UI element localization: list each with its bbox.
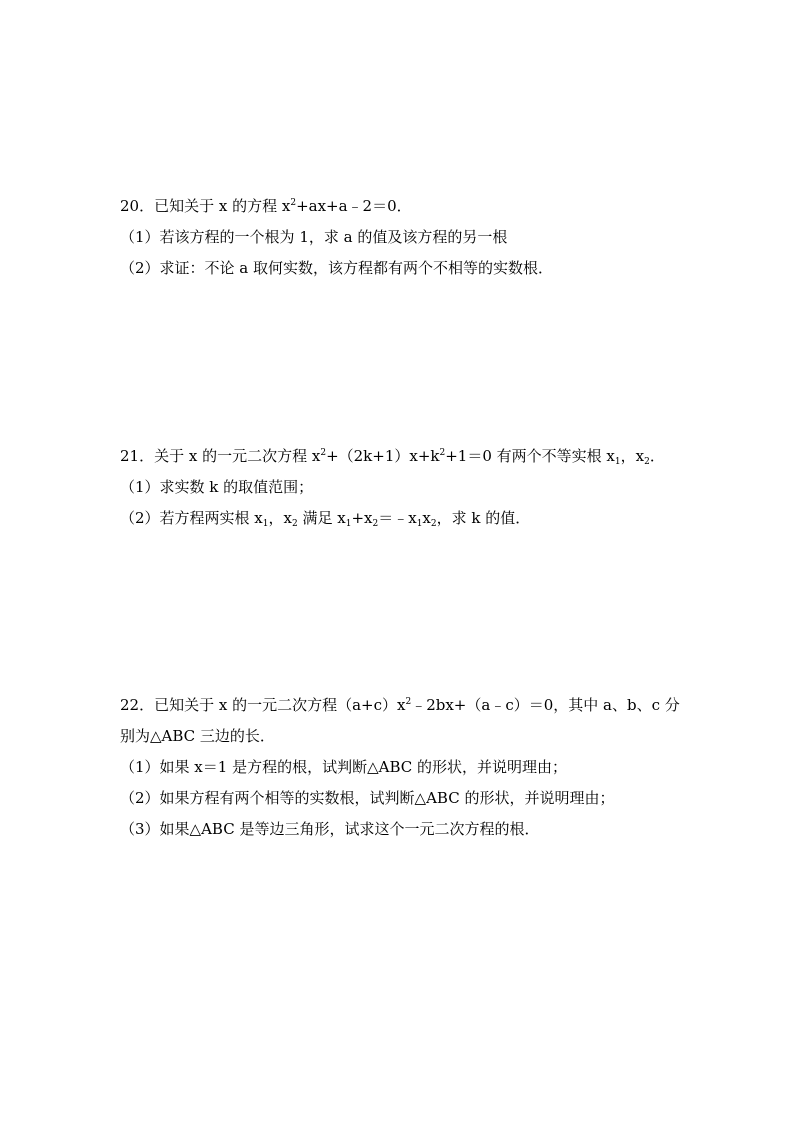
problem-22-number: 22． — [120, 696, 155, 714]
problem-20-stem: 20．已知关于 x 的方程 $x^2+ax+a﹣2=0$． — [120, 197, 412, 215]
problem-20-part-2: （2）求证：不论 a 取何实数，该方程都有两个不相等的实数根． — [120, 259, 554, 277]
problem-21-part-2: （2）若方程两实根 $x_1$，$x_2$ 满足 $x_1+x_2=﹣x_1x_2$，求 k 的值． — [120, 509, 531, 529]
problem-22-part-1: （1）如果 x＝1 是方程的根，试判断△ABC 的形状，并说明理由； — [120, 758, 567, 776]
problem-22-stem: 22．已知关于 x 的一元二次方程$(a+c)x^2﹣2bx+(a﹣c)=0$，其中 a、b、c 分 — [120, 696, 680, 714]
problem-22-part-2: （2）如果方程有两个相等的实数根，试判断△ABC 的形状，并说明理由； — [120, 789, 615, 807]
problem-22-stem-line-2: 别为△ABC 三边的长． — [120, 727, 275, 745]
problem-20-part-1: （1）若该方程的一个根为 1，求 a 的值及该方程的另一根 — [120, 228, 508, 246]
problem-21-part-1: （1）求实数 k 的取值范围； — [120, 478, 314, 496]
problem-22-part-3: （3）如果△ABC 是等边三角形，试求这个一元二次方程的根． — [120, 820, 540, 838]
problem-21-number: 21． — [120, 447, 155, 465]
problem-20-number: 20． — [120, 197, 155, 215]
problem-21-stem: 21．关于 x 的一元二次方程 $x^2+(2k+1)x+k^2+1=0$ 有两个不等实根 $x_1$，$x_2$． — [120, 447, 665, 467]
